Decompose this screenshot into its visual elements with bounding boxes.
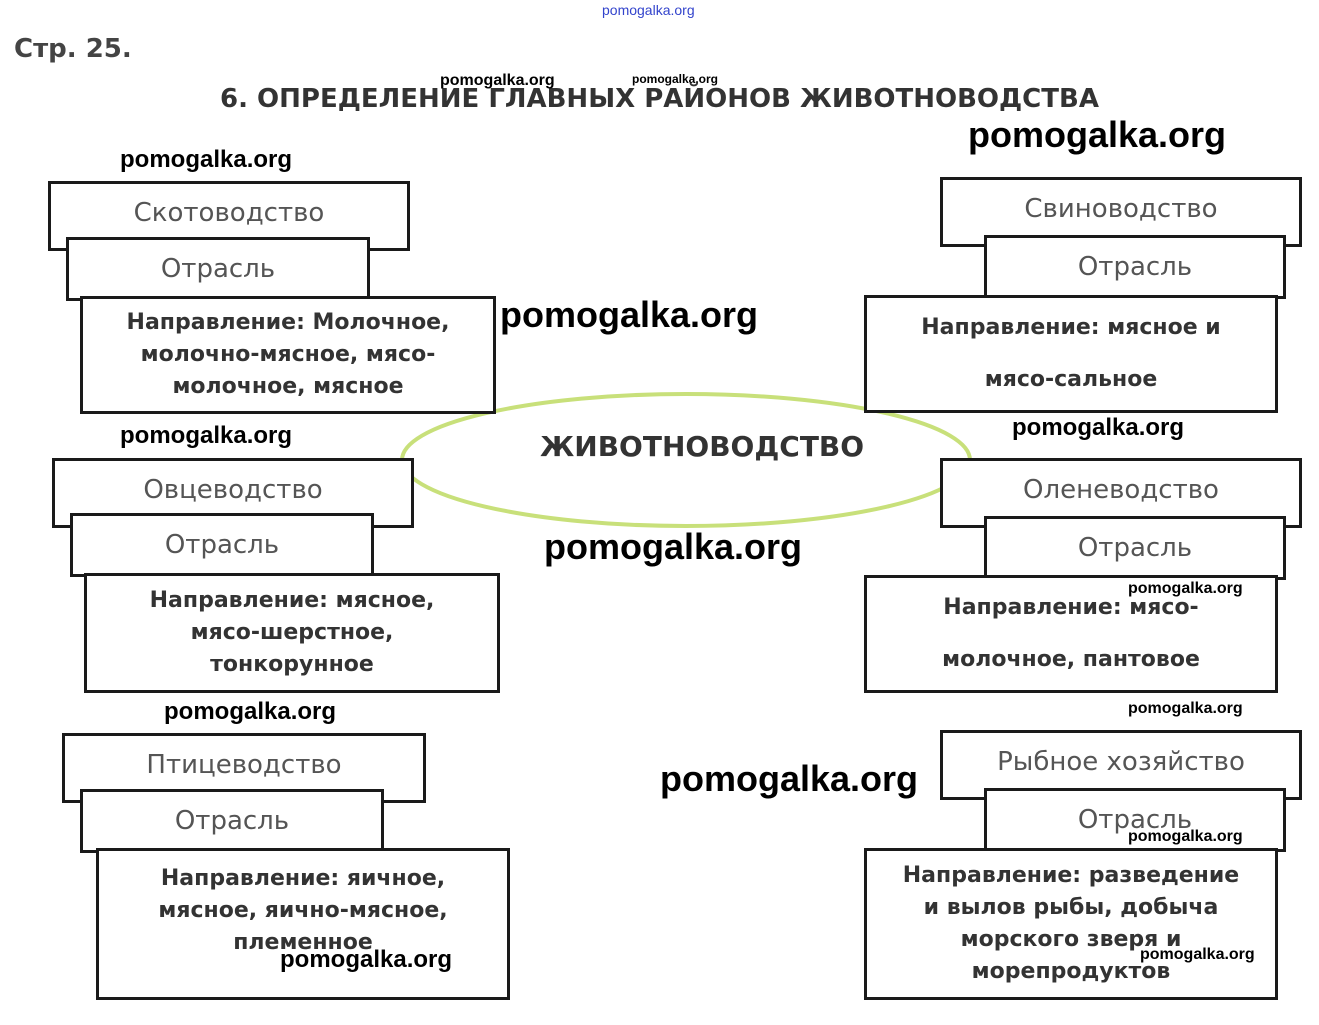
direction-line: мясное, яично-мясное,: [158, 898, 448, 923]
branch-label-cattle: Отрасль: [66, 237, 370, 301]
branch-title-fishery: Рыбное хозяйство: [940, 730, 1302, 800]
watermark: pomogalka.org: [632, 72, 719, 86]
watermark: pomogalka.org: [120, 146, 293, 173]
page-number: Стр. 25.: [14, 34, 132, 64]
branch-label-sheep: Отрасль: [70, 513, 374, 577]
page-heading: 6. ОПРЕДЕЛЕНИЕ ГЛАВНЫХ РАЙОНОВ ЖИВОТНОВОДСТВА: [220, 84, 1099, 114]
watermark: pomogalka.org: [1012, 414, 1185, 441]
watermark: pomogalka.org: [1128, 700, 1243, 717]
branch-title-poultry: Птицеводство: [62, 733, 426, 803]
direction-line: мясо-сальное: [984, 367, 1158, 392]
direction-line: молочно-мясное, мясо-: [140, 342, 436, 367]
direction-line: Направление: мясное,: [149, 588, 435, 613]
branch-label-fishery: Отрасль: [984, 788, 1286, 852]
branch-label-poultry: Отрасль: [80, 789, 384, 853]
branch-title-pig: Свиноводство: [940, 177, 1302, 247]
watermark: pomogalka.org: [164, 698, 337, 725]
direction-line: тонкорунное: [210, 652, 374, 677]
branch-label-reindeer: Отрасль: [984, 516, 1286, 580]
direction-line: и вылов рыбы, добыча: [923, 895, 1219, 920]
branch-title-sheep: Овцеводство: [52, 458, 414, 528]
direction-line: мясо-шерстное,: [190, 620, 394, 645]
watermark: pomogalka.org: [1128, 828, 1243, 845]
center-label: ЖИВОТНОВОДСТВО: [540, 430, 865, 463]
branch-title-cattle: Скотоводство: [48, 181, 410, 251]
direction-line: морепродуктов: [971, 959, 1171, 984]
direction-line: Направление: разведение: [902, 863, 1240, 888]
watermark: pomogalka.org: [280, 946, 453, 973]
direction-line: морского зверя и: [960, 927, 1182, 952]
watermark: pomogalka.org: [968, 114, 1227, 155]
branch-direction-poultry: [96, 848, 510, 1000]
watermark: pomogalka.org: [1140, 946, 1255, 963]
watermark: pomogalka.org: [440, 72, 555, 89]
watermark: pomogalka.org: [120, 422, 293, 449]
direction-line: молочное, мясное: [172, 374, 404, 399]
branch-label-pig: Отрасль: [984, 235, 1286, 299]
direction-line: Направление: яичное,: [160, 866, 446, 891]
branch-direction-pig: [864, 295, 1278, 413]
direction-line: племенное: [233, 930, 373, 955]
direction-line: Направление: мясо-: [943, 595, 1199, 620]
direction-line: Направление: мясное и: [921, 315, 1221, 340]
watermark: pomogalka.org: [544, 526, 803, 567]
watermark: pomogalka.org: [602, 2, 695, 18]
branch-direction-sheep: [84, 573, 500, 693]
branch-title-reindeer: Оленеводство: [940, 458, 1302, 528]
branch-direction-cattle: [80, 296, 496, 414]
branch-direction-fishery: [864, 848, 1278, 1000]
direction-line: молочное, пантовое: [942, 647, 1200, 672]
watermark: pomogalka.org: [500, 294, 759, 335]
watermark: pomogalka.org: [1128, 580, 1243, 597]
watermark: pomogalka.org: [660, 758, 919, 799]
direction-line: Направление: Молочное,: [126, 310, 450, 335]
